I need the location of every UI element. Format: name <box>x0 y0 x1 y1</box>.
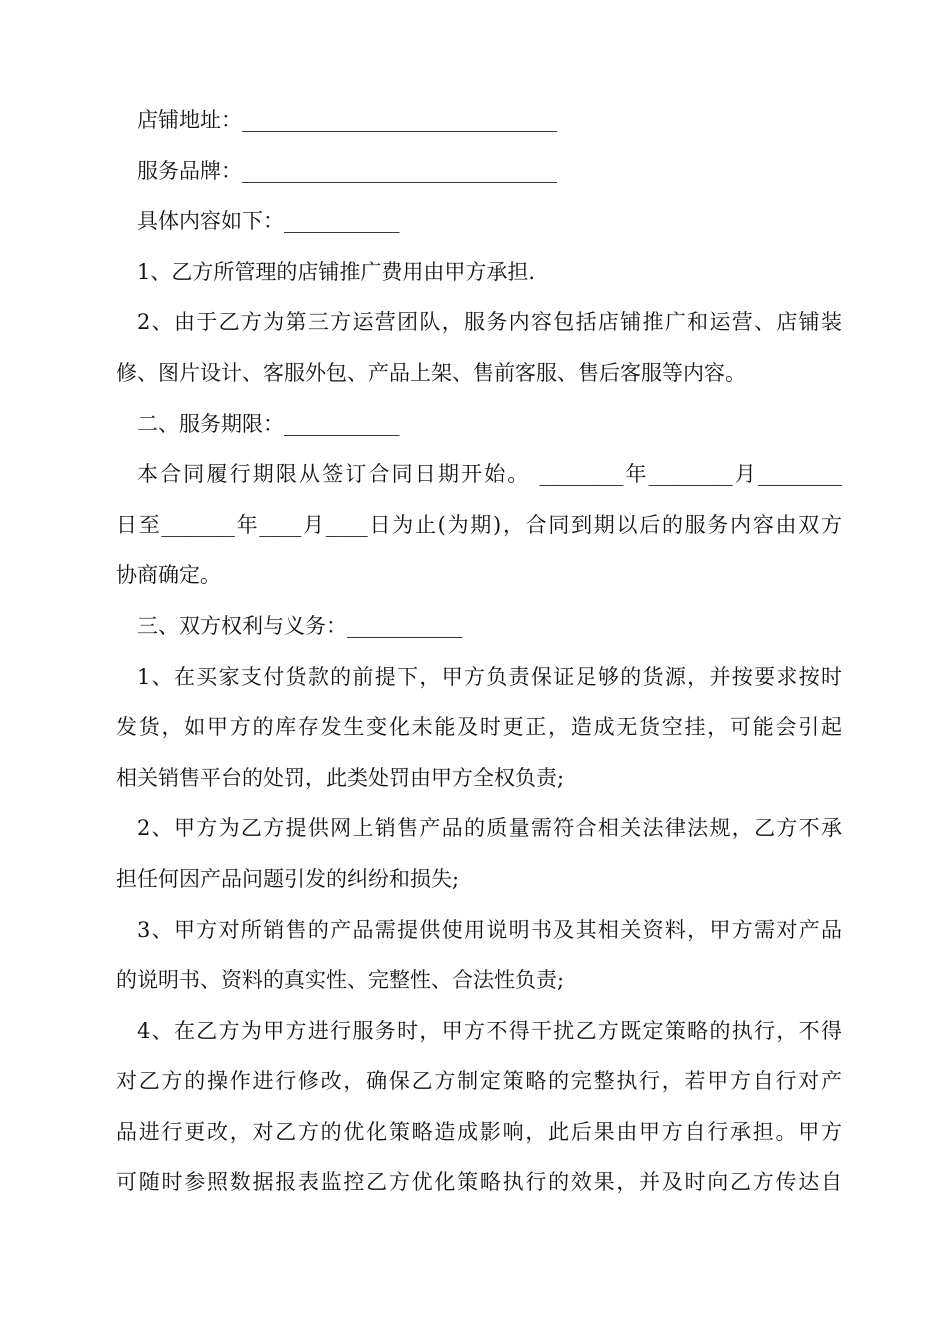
text-line: 本合同履行期限从签订合同日期开始。 ________年________月________ <box>137 462 842 487</box>
text-line: 日至_______年____月____日为止(为期)，合同到期以后的服务内容由双方 <box>116 512 842 537</box>
text-line: 发货，如甲方的库存发生变化未能及时更正，造成无货空挂，可能会引起 <box>116 715 842 740</box>
text-line: 具体内容如下：___________ <box>137 209 400 234</box>
text-line: 1、乙方所管理的店铺推广费用由甲方承担. <box>137 259 536 284</box>
text-line: 相关销售平台的处罚，此类处罚由甲方全权负责; <box>116 765 565 790</box>
text-line: 协商确定。 <box>116 563 221 588</box>
text-line: 二、服务期限：___________ <box>137 411 400 436</box>
text-line: 担任何因产品问题引发的纠纷和损失; <box>116 866 460 891</box>
text-line: 的说明书、资料的真实性、完整性、合法性负责; <box>116 968 565 993</box>
text-line: 2、由于乙方为第三方运营团队，服务内容包括店铺推广和运营、店铺装 <box>137 310 842 335</box>
document-page <box>116 100 842 1213</box>
text-line: 店铺地址：______________________________ <box>137 108 557 132</box>
text-line: 品进行更改，对乙方的优化策略造成影响，此后果由甲方自行承担。甲方 <box>116 1119 842 1144</box>
document-body <box>116 100 842 1213</box>
text-line: 服务品牌：______________________________ <box>137 158 557 183</box>
text-line: 3、甲方对所销售的产品需提供使用说明书及其相关资料，甲方需对产品 <box>137 917 842 942</box>
text-line: 可随时参照数据报表监控乙方优化策略执行的效果，并及时向乙方传达自 <box>116 1170 842 1195</box>
text-line: 4、在乙方为甲方进行服务时，甲方不得干扰乙方既定策略的执行，不得 <box>137 1018 842 1043</box>
text-line: 对乙方的操作进行修改，确保乙方制定策略的完整执行，若甲方自行对产 <box>116 1069 842 1094</box>
text-line: 1、在买家支付货款的前提下，甲方负责保证足够的货源，并按要求按时 <box>137 664 842 689</box>
text-line: 2、甲方为乙方提供网上销售产品的质量需符合相关法律法规，乙方不承 <box>137 816 842 841</box>
text-line: 修、图片设计、客服外包、产品上架、售前客服、售后客服等内容。 <box>116 360 746 385</box>
text-line: 三、双方权利与义务：___________ <box>137 613 463 638</box>
